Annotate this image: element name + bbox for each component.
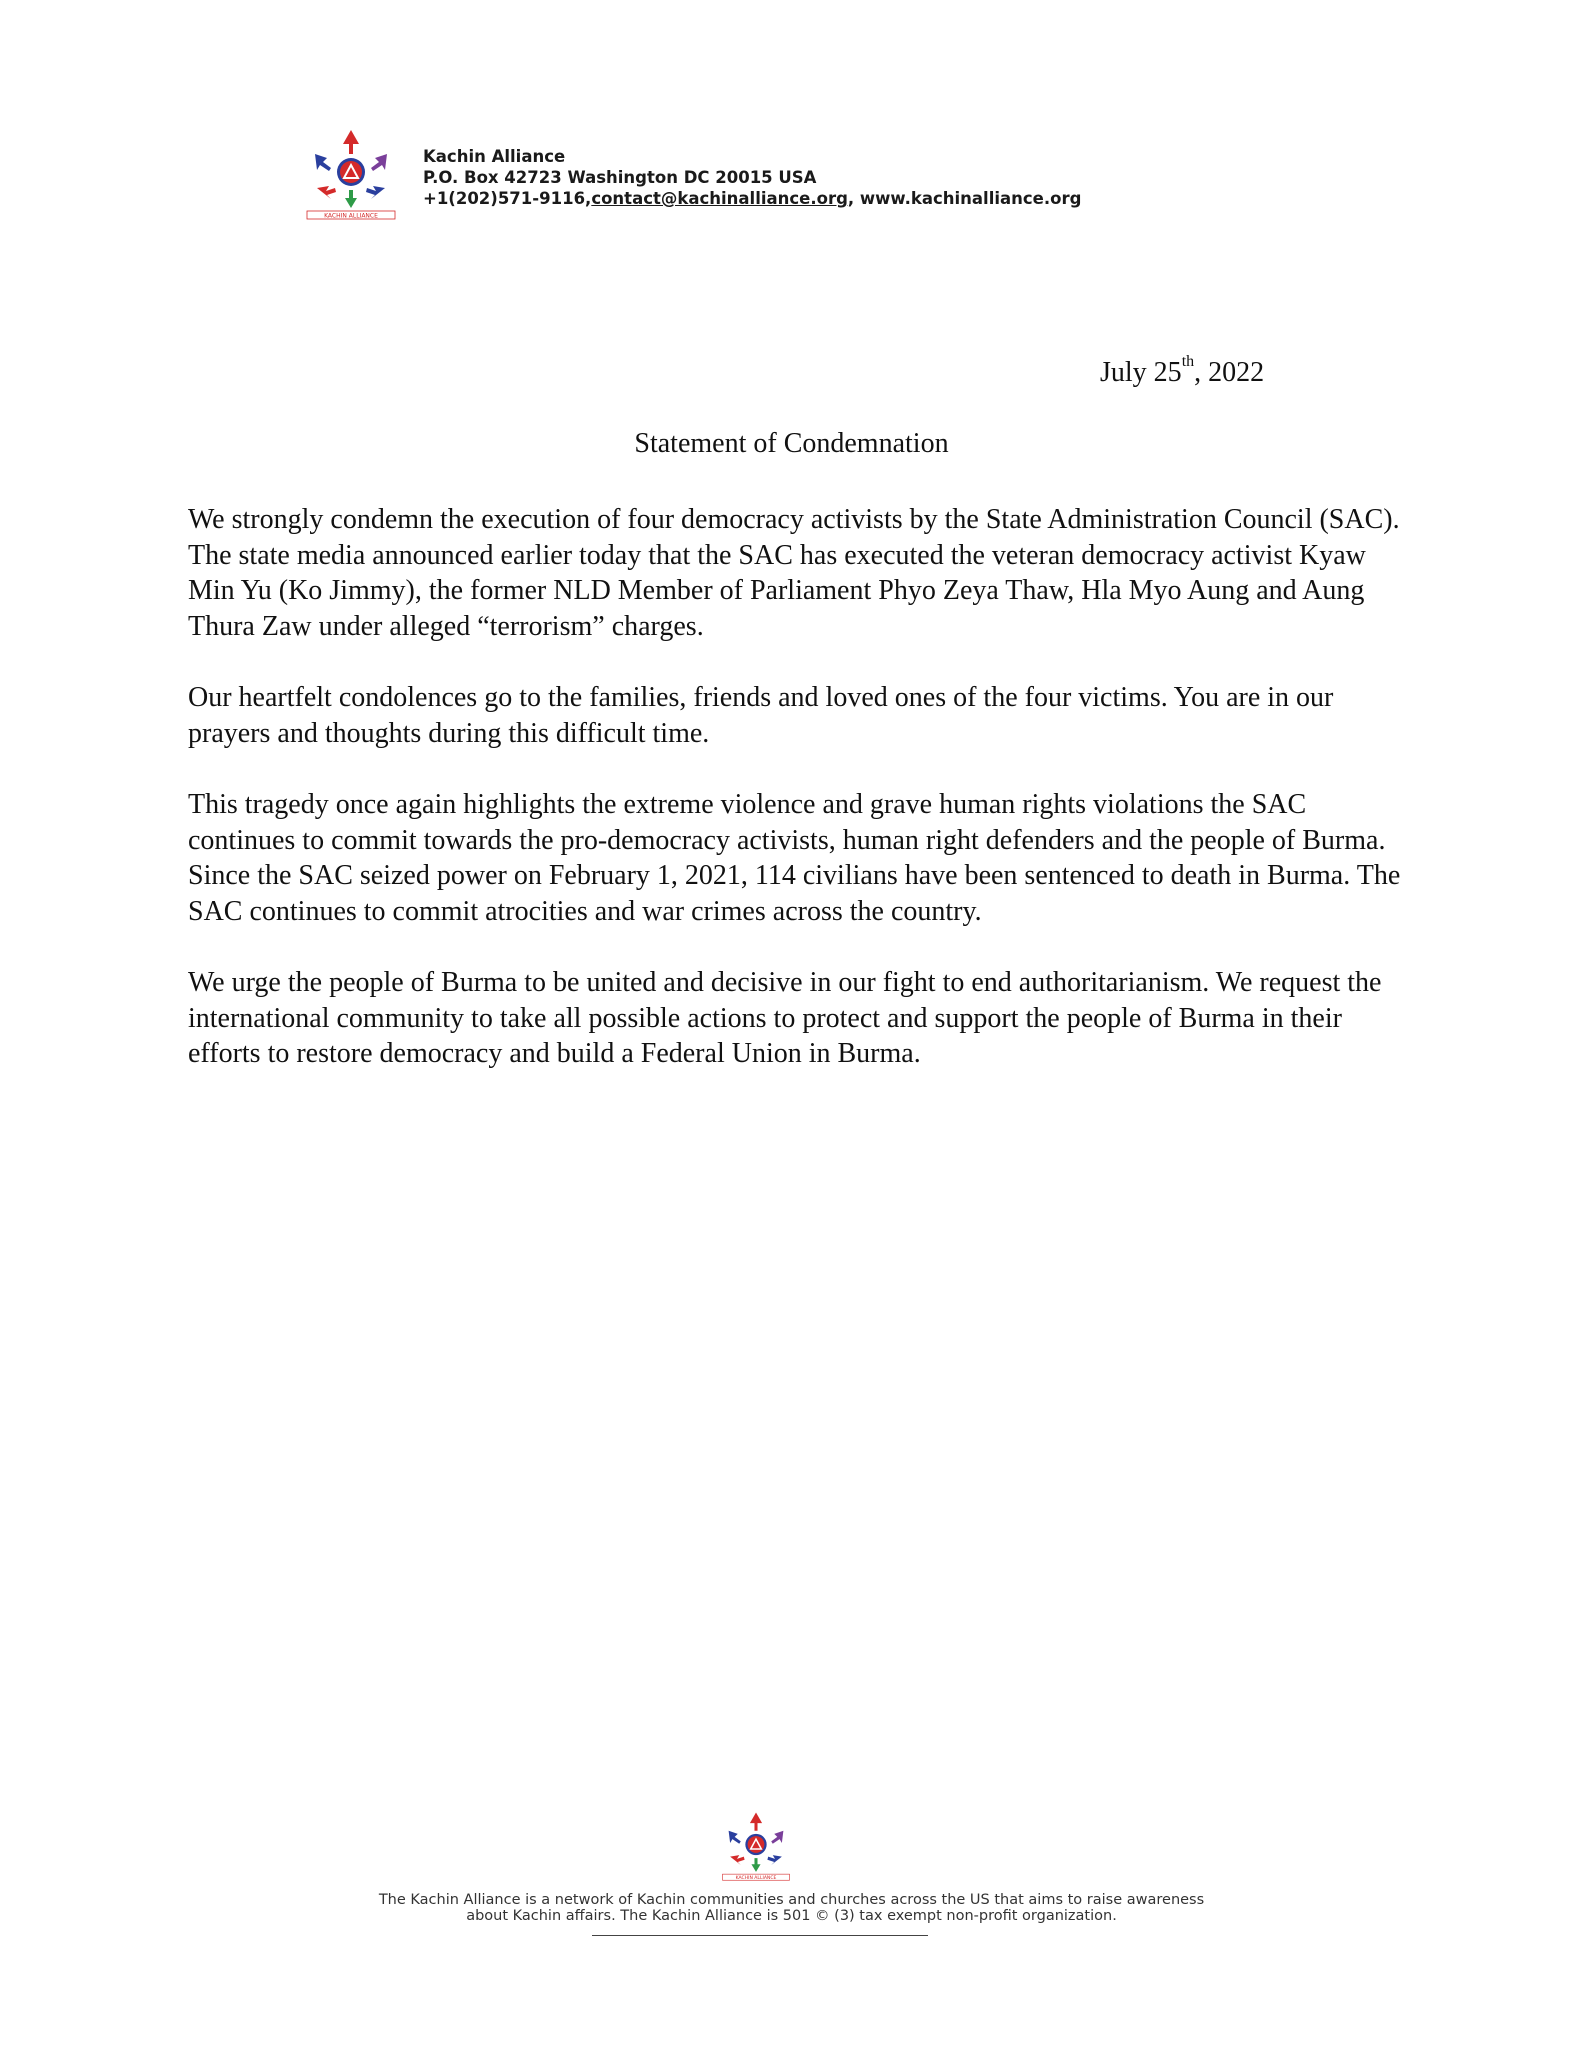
- logo-label: KACHIN ALLIANCE: [324, 212, 378, 220]
- footer-line: about Kachin affairs. The Kachin Alliance is 501 © (3) tax exempt non-profit organization.: [466, 1908, 1117, 1924]
- kachin-alliance-logo: [305, 128, 397, 220]
- organization-contact: [423, 146, 1081, 209]
- org-website: , www.kachinalliance.org: [847, 189, 1082, 208]
- org-contact-line: [423, 188, 1081, 209]
- footer-line: The Kachin Alliance is a network of Kachin communities and churches across the US that aims to raise awareness: [378, 1892, 1205, 1908]
- org-phone: +1(202)571-9116,: [423, 189, 592, 208]
- date-year: , 2022: [1194, 357, 1265, 388]
- letterhead: [305, 128, 1125, 228]
- footer-logo-label: KACHIN ALLIANCE: [735, 1876, 777, 1882]
- statement-date: [1100, 353, 1265, 389]
- org-email-link[interactable]: contact@kachinalliance.org: [591, 189, 848, 208]
- paragraph: We urge the people of Burma to be united and decisive in our fight to end authoritarianism. We request the international community to take all possible actions to protect and support the people of Burma in their efforts to restore democracy and build a Federal Union in Burma.: [188, 967, 1382, 1069]
- org-name: Kachin Alliance: [423, 147, 566, 166]
- paragraph: We strongly condemn the execution of four democracy activists by the State Administration Council (SAC). The state media announced earlier today that the SAC has executed the veteran democracy activist Kyaw Min Yu (Ko Jimmy), the former NLD Member of Parliament Phyo Zeya Thaw, Hla Myo Aung and Aung Thura Zaw under alleged “terrorism” charges.: [188, 504, 1400, 642]
- date-ordinal: th: [1181, 353, 1195, 370]
- paragraph: Our heartfelt condolences go to the families, friends and loved ones of the four victims. You are in our prayers and thoughts during this difficult time.: [188, 682, 1334, 749]
- document-title: Statement of Condemnation: [634, 428, 949, 459]
- statement-body: [188, 502, 1403, 1108]
- footer-logo: [721, 1810, 791, 1882]
- date-month-day: July 25: [1100, 357, 1182, 388]
- paragraph: This tragedy once again highlights the extreme violence and grave human rights violations the SAC continues to commit towards the pro-democracy activists, human right defenders and the people of Burma. Since the SAC seized power on February 1, 2021, 114 civilians have been sentenced to death in Burma. The SAC continues to commit atrocities and war crimes across the country.: [188, 789, 1401, 927]
- footer-divider: [592, 1935, 928, 1936]
- org-address: P.O. Box 42723 Washington DC 20015 USA: [423, 168, 817, 187]
- footer-note: [0, 1892, 1583, 1924]
